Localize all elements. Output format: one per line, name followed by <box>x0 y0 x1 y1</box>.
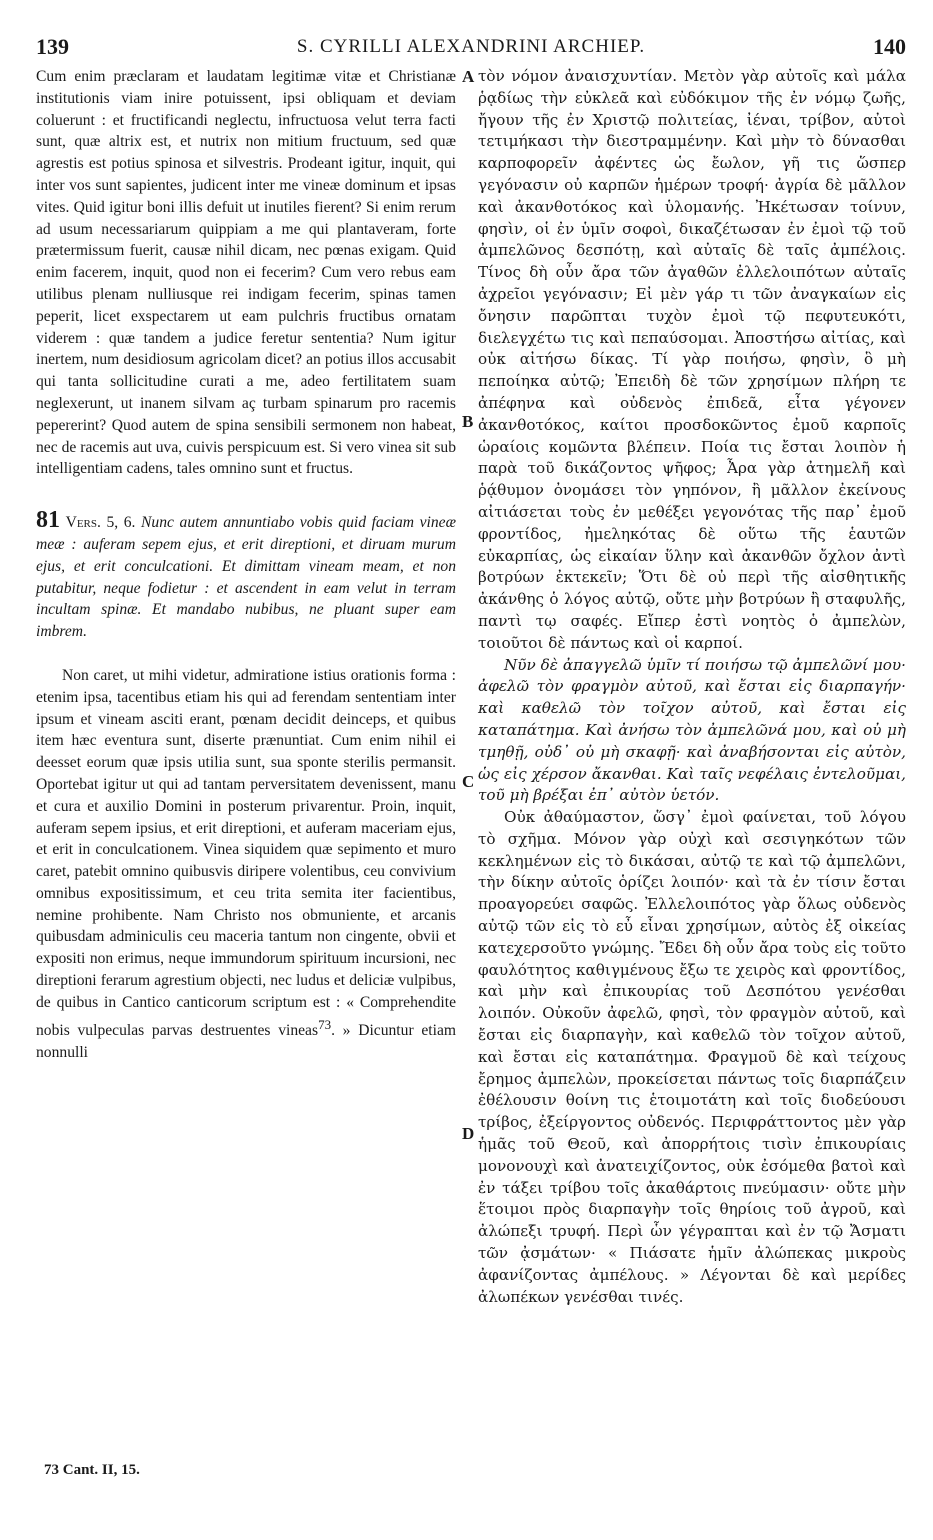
footnote: 73 Cant. II, 15. <box>44 1462 140 1478</box>
greek-paragraph-1: τὸν νόμον ἀναισχυντίαν. Μετὸν γὰρ αὐτοῖς καὶ μάλα ῥᾳδίως τὴν εὐκλεᾶ καὶ εὐδόκιμον τῆς ἐν νόμῳ ζωῆς, ἤγουν τῆς ἐν Χριστῷ πολιτείας, ἰέναι, τρίβον, αὐτοὶ τετιμήκασι τὴν διεστραμμένην. Καὶ μὴν τὸ δύνασθαι καρποφορεῖν ἀφέντες ὡς ἔωλον, γῆ τις ὥσπερ γεγόνασιν οὐ καρπῶν ἡμέρων τροφή· ἀγρία δὲ μᾶλλον καὶ ἀκανθοτόκος καὶ ὑλομανής. Ἠκέτωσαν τοίνυν, φησὶν, οἱ ἐν ὑμῖν σοφοὶ, δικαζέτωσαν ἐν ἐμοὶ τῷ τοῦ ἀμπελῶνος δεσπότῃ, καὶ αὐταῖς δὲ ταῖς ἀμπέλοις. Τίνος δὴ οὖν ἄρα τῶν ἀγαθῶν ἐλλελοιπότων αὐταῖς ἀχρεῖοι γεγόνασιν; Εἰ μὲν γάρ τι τῶν ἀναγκαίων εἰς ὄνησιν παρῶπται τυχὸν ἐμοὶ τῷ πεφυτευκότι, διελεγχέτω τις καὶ πεπαύσομαι. Ἀποστήσω αἰτίας, καὶ οὐκ αἰτήσω δίκας. Τί γὰρ ποιήσω, φησὶν, ὃ μὴ πεποίηκα αὐτῷ; Ἐπειδὴ δὲ τῶν χρησίμων πλήρη τε ἀπέφηνα καὶ οὐδενὸς ἐπιδεᾶ, εἶτα γέγονεν ἀκανθοτόκος, καίτοι προσδοκῶντος ἐμοῦ καρποῖς ὡραίοις κομῶντα βλέπειν. Ποία τις ἔσται λοιπὸν ἡ παρὰ τοῦ δικάζοντος ψῆφος; Ἆρα γὰρ ἀτημελῆ καὶ ῥᾴθυμον ὀνομάσει τὸν γηπόνον, ἢ μᾶλλον ἐκείνους αἰτιάσεται τοὺς ἐν μεθέξει γεγονότας τῆς παρ᾽ ἐμοῦ φροντίδος, ἠμεληκότας δὲ οὕτω τῆς ἑαυτῶν εὐκαρπίας, ὡς εἰκαίαν ὕλην καὶ ἀκανθῶν ὄχλον ἀντὶ βοτρύων ἐκτεκεῖν; Ὅτι δὲ οὐ περὶ τῆς αἰσθητικῆς ἀκάνθης ὁ λόγος αὐτῷ, οὔτε μὴν βοτρύων ἢ σταφυλῆς, παντὶ τῳ σαφές. Εἴπερ ἐστὶ νοητὸς ὁ ἀμπελὼν, τοιοῦτοι δὲ πάντως καὶ οἱ καρποί. <box>478 67 906 652</box>
verse-label: Vers. 5, 6. <box>65 514 136 532</box>
page-number-right: 140 <box>873 34 906 59</box>
running-title: S. CYRILLI ALEXANDRINI ARCHIEP. <box>296 36 646 57</box>
latin-paragraph-2-text: Non caret, ut mihi videtur, admiratione istius orationis forma : etenim ipsa, tacentibus etiam his qui ad ferendam sententiam inter ipsum et vineam asciti erant, pœnam decidit deinceps, et quibus item hæc eventura sunt, diserte prænuntiat. Cum enim nihil ei deesset eorum quæ ipsis utilia sunt, sua sponte sterilis permansit. Oportebat igitur ut qui ad tantam perversitatem devenissent, manu et cura et auxilio Domini in posterum privarentur. Proin, inquit, auferam sepem ipsius, et erit direptioni, et auferam maceriam ejus, et erit in conculcationem. Vinea siquidem quæ sepimento et muro caret, patebit omnino quibusvis diripere volentibus, ceu convivium omnibus expositissimum, et ceu trita semita iter facientibus, nemine prohibente. Nam Christo nos obmuniente, et arcanis quibusdam adminiculis ceu maceria tantum non cingente, obvii et expositi non erimus, neque immundorum spirituum incursioni, nec direptioni ferarum agrestium objecti, nec ludus et deliciæ vulpibus, de quibus in Cantico canticorum scriptum est : « Comprehendite nobis vulpeculas parvas destruentes vineas <box>36 666 456 1039</box>
page-number-left: 139 <box>36 34 69 59</box>
margin-marker-c: C <box>462 772 475 791</box>
greek-column <box>478 66 906 1308</box>
section-number: 81 <box>36 507 60 534</box>
latin-paragraph-2 <box>36 665 456 1064</box>
latin-paragraph-1: Cum enim præclaram et laudatam legitimæ vitæ et Christianæ institutionis viam inire potuissent, ipsi obliquam et deviam coluerunt : et fructificandi neglectu, infructuosa velut terra facti sunt, quæ altrix est, et nutrix non mitium fructuum, sed quæ agrestis est potius spinosa et silvestris. Prodeant igitur, inquit, qui inter vos sunt sapientes, judicent inter me vineæ dominum et ipsas vites. Quid igitur boni illis defuit ut inutiles fierent? Si enim rerum ad usum necessariarum quippiam a me qui plantaveram, forte prætermissum fuerit, causæ nihil dicam, nec pœnas exigam. Quid enim facerem, inquit, quod non ei fecerim? Cum vero rebus eam utilibus plenam nulliusque rei indigam fecerim, spinas tamen peperit, licet exspectarem ut eam pulchris fructibus ornatam viderem : quæ tandem a judice feretur sententia? Num igitur inertem, num desidiosum agricolam dicet? an potius illos accusabit qui tanta sollicitudine curati a me, adeo fertilitatem suam neglexerunt, ut inanem silvam aç turbam spinarum pro racemis pepererint? Quod autem de spina sensibili sermonem non habeat, nec de racemis aut uva, cuivis perspicuum est. Si vero vinea sit sub intelligentiam cadens, tales omnino sunt et fructus. <box>36 68 456 478</box>
greek-paragraph-2: Οὐκ ἀθαύμαστον, ὥσγ᾽ ἐμοὶ φαίνεται, τοῦ λόγου τὸ σχῆμα. Μόνον γὰρ οὐχὶ καὶ σεσιγηκότων τῶν κεκλημένων εἰς τὸ δικάσαι, αὐτῷ τε καὶ τῷ ἀμπελῶνι, τὴν δίκην αὐτοῖς ὁρίζει λοιπόν· καὶ τὰ ἐν τίσιν ἔσται προαγορεύει σαφῶς. Ἐλλελοιπότος γὰρ ὅλως οὐδενὸς αὐτῷ τῶν εἰς τὸ εὖ εἶναι χρησίμων, αὐτὸς ἐξ οἰκείας κατεχερσοῦτο γνώμης. Ἔδει δὴ οὖν ἄρα τοὺς εἰς τοῦτο φαυλότητος καθιγμένους ἔξω τε χειρὸς καὶ φροντίδος, καὶ μὴν καὶ ἐπικουρίας τοῦ Δεσπότου γενέσθαι λοιπόν. Οὐκοῦν ἀφελῶ, φησὶ, τὸν φραγμὸν αὐτοῦ, καὶ ἔσται εἰς διαρπαγὴν, καὶ καθελῶ τὸν τοῖχον αὐτοῦ, καὶ ἔσται εἰς καταπάτημα. Φραγμοῦ δὲ καὶ τείχους ἔρημος ἀμπελὼν, προκείσεται πάντως τοῖς διαρπάζειν ἐθέλουσιν θοίνη τις ἑτοιμοτάτη καὶ τοῖς διοδεύουσι τρίβος, ἐξείργοντος οὐδενός. Περιφράττοντος μὲν γὰρ ἡμᾶς τοῦ Θεοῦ, καὶ ἀπορρήτοις τισὶν ἐπικουρίαις μονονουχὶ καὶ ἀνατειχίζοντος, οὐκ ἐσόμεθα βατοὶ καὶ ἐν τάξει τρίβου τοῖς ἀκαθάρτοις πνεύμασιν· οὔτε μὴν ἕτοιμοι πρὸς διαρπαγὴν τοῖς θηρίοις τοῦ ἀγροῦ, καὶ ἀλώπεξι τρυφή. Περὶ ὧν γέγραπται καὶ ἐν τῷ Ἄσματι τῶν ᾀσμάτων· « Πιάσατε ἡμῖν ἀλώπεκας μικροὺς ἀφανίζοντας ἀμπέλους. » Λέγονται δὲ καὶ μερίδες ἀλωπέκων γενέσθαι τινές. <box>478 808 906 1306</box>
footnote-ref: 73 <box>318 1016 332 1032</box>
margin-marker-d: D <box>462 1124 475 1143</box>
margin-marker-a: A <box>462 67 475 86</box>
latin-verse-text: Nunc autem annuntiabo vobis quid faciam vineæ meæ : auferam sepem ejus, et erit direptioni, et diruam murum ejus, et erit conculcationi. Et dimittam vineam meam, et non putabitur, neque fodietur : et ascendent in eam velut in terram incultam spinæ. Et mandabo nubibus, ne pluant super eam imbrem. <box>36 514 456 641</box>
page-header <box>36 34 906 62</box>
latin-verse-heading <box>36 507 456 643</box>
latin-paragraph-2-tail: . » Dicuntur etiam nonnulli <box>36 1021 456 1061</box>
margin-marker-b: B <box>462 412 474 431</box>
greek-verse-text: Νῦν δὲ ἀπαγγελῶ ὑμῖν τί ποιήσω τῷ ἀμπελῶνί μου· ἀφελῶ τὸν φραγμὸν αὐτοῦ, καὶ ἔσται εἰς διαρπαγήν· καὶ καθελῶ τὸν τοῖχον αὐτοῦ, καὶ ἔσται εἰς καταπάτημα. Καὶ ἀνήσω τὸν ἀμπελῶνά μου, καὶ οὐ μὴ τμηθῇ, οὐδ᾽ οὐ μὴ σκαφῇ· καὶ ἀναβήσονται εἰς αὐτὸν, ὡς εἰς χέρσον ἄκανθαι. Καὶ ταῖς νεφέλαις ἐντελοῦμαι, τοῦ μὴ βρέξαι ἐπ᾽ αὐτὸν ὑετόν. <box>478 655 906 805</box>
latin-column <box>36 66 456 1063</box>
